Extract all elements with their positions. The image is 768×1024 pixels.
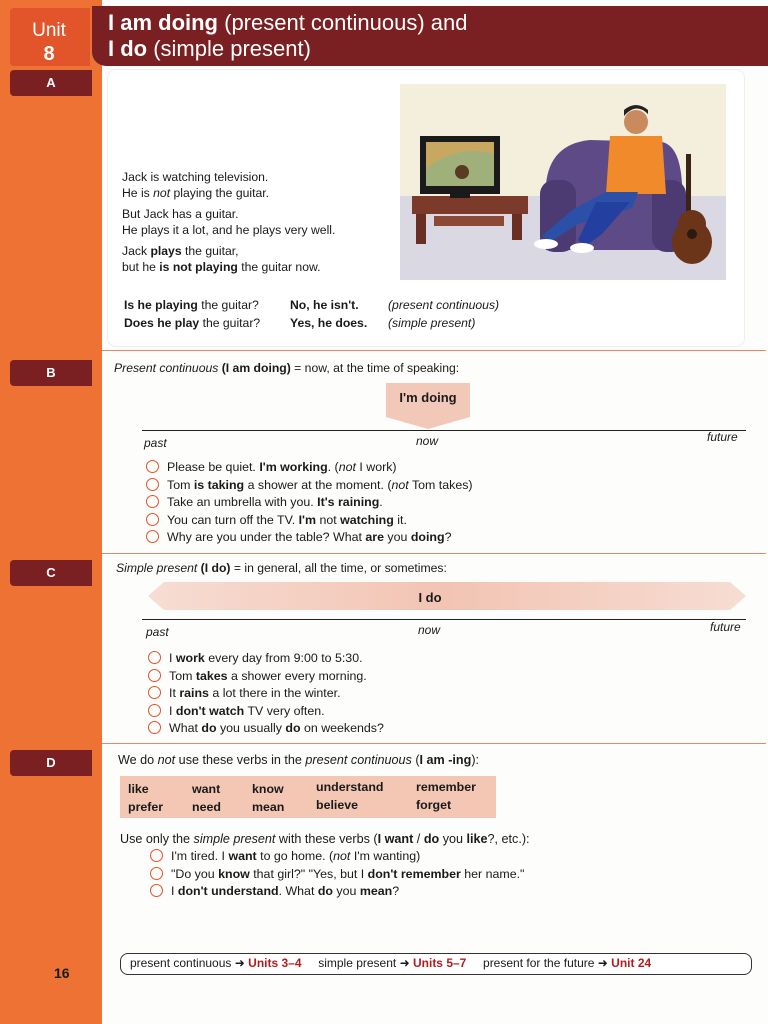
arrow-right-icon: ➜ xyxy=(399,956,410,970)
section-c-examples xyxy=(148,650,384,738)
section-a-answer-2: Yes, he does. xyxy=(290,316,368,330)
xref-link[interactable]: Units 5–7 xyxy=(412,956,467,970)
radio-circle-icon[interactable] xyxy=(146,460,159,473)
section-tab-c: C xyxy=(10,560,92,586)
arrow-right-icon: ➜ xyxy=(597,956,608,970)
radio-circle-icon[interactable] xyxy=(148,651,161,664)
section-b-examples xyxy=(146,459,473,547)
list-item: Please be quiet. I'm working. (not I work) xyxy=(146,459,473,477)
xref-label: present continuous xyxy=(130,956,232,970)
section-d-examples xyxy=(150,848,524,901)
radio-circle-icon[interactable] xyxy=(146,530,159,543)
section-a-question-1: Is he playing the guitar? xyxy=(124,298,259,312)
timeline-b xyxy=(142,430,746,431)
radio-circle-icon[interactable] xyxy=(146,478,159,491)
section-c-intro: Simple present (I do) = in general, all the time, or sometimes: xyxy=(116,561,447,575)
section-tab-d: D xyxy=(10,750,92,776)
radio-circle-icon[interactable] xyxy=(146,495,159,508)
timeline-c-now: now xyxy=(418,623,441,637)
xref-link[interactable]: Units 3–4 xyxy=(248,956,302,970)
section-b-intro: Present continuous (I am doing) = now, at the time of speaking: xyxy=(114,361,460,375)
unit-number: 8 xyxy=(43,43,55,65)
list-item: What do you usually do on weekends? xyxy=(148,720,384,738)
list-item: I don't watch TV very often. xyxy=(148,703,384,721)
timeline-c-future: future xyxy=(710,620,741,634)
callout-im-doing: I'm doing xyxy=(399,390,457,405)
section-tab-b: B xyxy=(10,360,92,386)
xref-label: simple present xyxy=(318,956,397,970)
verb-forget: forget xyxy=(416,798,452,812)
verb-mean: mean xyxy=(252,800,285,814)
list-item: "Do you know that girl?" "Yes, but I don't remember her name." xyxy=(150,866,524,884)
verb-prefer: prefer xyxy=(128,800,164,814)
verb-know: know xyxy=(252,782,284,796)
section-a-question-2: Does he play the guitar? xyxy=(124,316,261,330)
verb-want: want xyxy=(192,782,221,796)
illustration-jack-watching-tv xyxy=(400,84,726,280)
list-item: It rains a lot there in the winter. xyxy=(148,685,384,703)
verb-understand: understand xyxy=(316,780,384,794)
list-item: Tom is taking a shower at the moment. (not Tom takes) xyxy=(146,477,473,495)
xref-link[interactable]: Unit 24 xyxy=(611,956,652,970)
verb-remember: remember xyxy=(416,780,476,794)
radio-circle-icon[interactable] xyxy=(150,884,163,897)
verb-need: need xyxy=(192,800,221,814)
xref-label: present for the future xyxy=(483,956,595,970)
cross-reference-text xyxy=(130,956,651,970)
radio-circle-icon[interactable] xyxy=(148,686,161,699)
page-title: I am doing (present continuous) and I do (simple present) xyxy=(108,10,468,61)
section-a-answer-1: No, he isn't. xyxy=(290,298,359,312)
unit-word: Unit xyxy=(32,20,66,41)
list-item: I work every day from 9:00 to 5:30. xyxy=(148,650,384,668)
section-d-intro: We do not use these verbs in the present continuous (I am -ing): xyxy=(118,753,480,767)
timeline-c-past: past xyxy=(146,625,169,639)
timeline-c xyxy=(142,619,746,620)
section-d-usage: Use only the simple present with these verbs (I want / do you like?, etc.): xyxy=(120,832,530,846)
radio-circle-icon[interactable] xyxy=(148,704,161,717)
list-item: I'm tired. I want to go home. (not I'm wanting) xyxy=(150,848,524,866)
timeline-b-future: future xyxy=(707,430,738,444)
divider-c-d xyxy=(102,743,766,744)
radio-circle-icon[interactable] xyxy=(150,867,163,880)
section-a-text: Jack is watching television. He is not playing the guitar. But Jack has a guitar. He plays it a lot, and he plays very well. Jack plays the guitar, but he is not playing the guitar now. xyxy=(122,170,336,274)
verb-believe: believe xyxy=(316,798,359,812)
radio-circle-icon[interactable] xyxy=(146,513,159,526)
list-item: I don't understand. What do you mean? xyxy=(150,883,524,901)
list-item: You can turn off the TV. I'm not watching it. xyxy=(146,512,473,530)
list-item: Take an umbrella with you. It's raining. xyxy=(146,494,473,512)
radio-circle-icon[interactable] xyxy=(148,721,161,734)
list-item: Tom takes a shower every morning. xyxy=(148,668,384,686)
list-item: Why are you under the table? What are you doing? xyxy=(146,529,473,547)
section-a-note-1: (present continuous) xyxy=(388,298,500,312)
divider-a-b xyxy=(102,350,766,351)
section-a-note-2: (simple present) xyxy=(388,316,476,330)
left-margin-band xyxy=(0,0,102,1024)
radio-circle-icon[interactable] xyxy=(150,849,163,862)
radio-circle-icon[interactable] xyxy=(148,669,161,682)
section-tab-a: A xyxy=(10,70,92,96)
page-number: 16 xyxy=(54,965,70,981)
band-label-i-do: I do xyxy=(418,590,442,605)
timeline-b-now: now xyxy=(416,434,439,448)
arrow-right-icon: ➜ xyxy=(234,956,245,970)
verb-like: like xyxy=(128,782,149,796)
divider-b-c xyxy=(102,553,766,554)
timeline-b-past: past xyxy=(144,436,167,450)
